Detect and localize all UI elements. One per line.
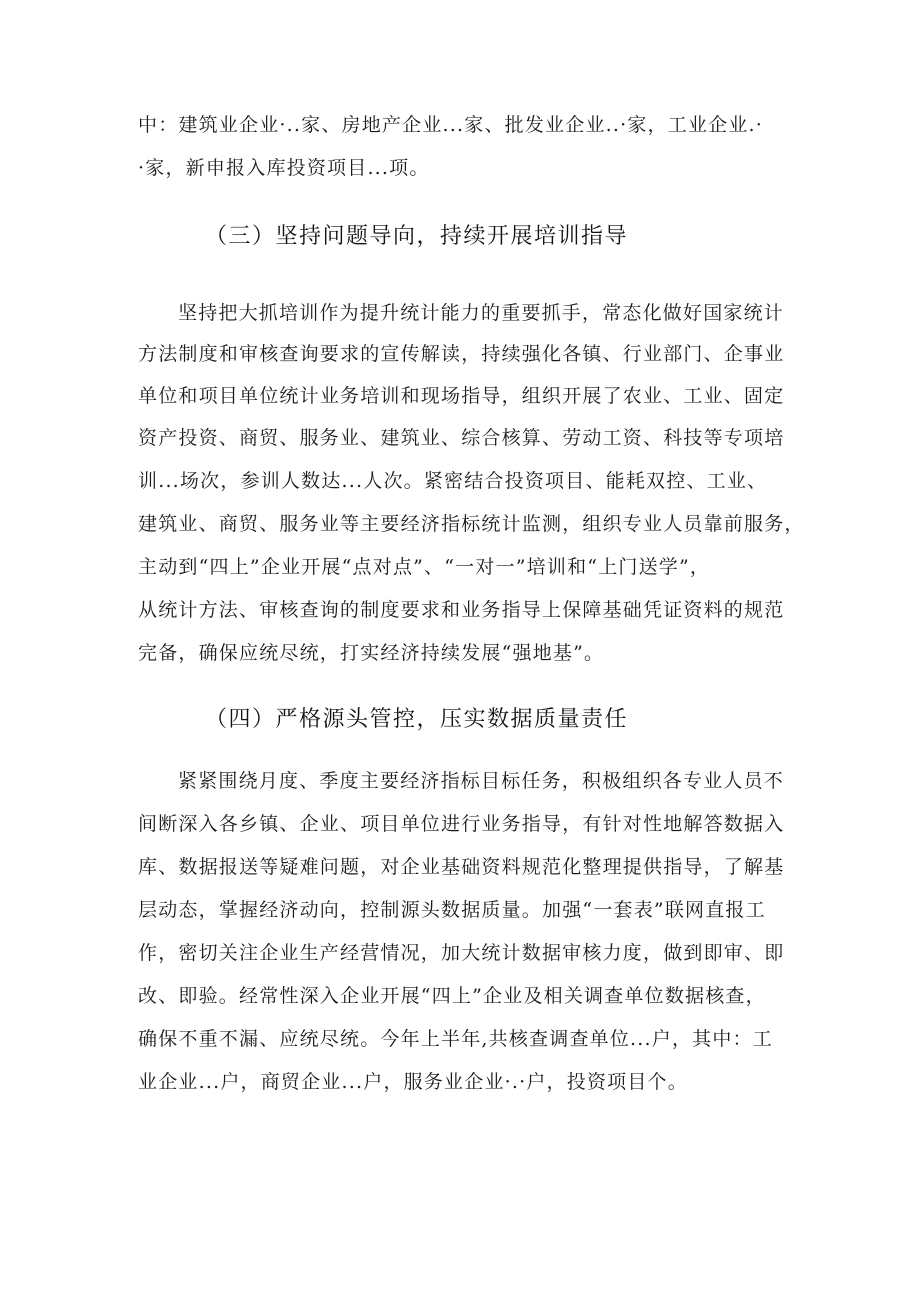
section-4-line-7: 确保不重不漏、应统尽统。今年上半年,共核查调查单位...户，其中：工 xyxy=(138,1028,773,1050)
section-4-line-3: 库、数据报送等疑难问题，对企业基础资料规范化整理提供指导，了解基 xyxy=(138,856,785,878)
section-3-line-7: 主动到“四上”企业开展“点对点”、“一对一”培训和“上门送学”， xyxy=(138,556,711,578)
intro-line-1: 中：建筑业企业·..家、房地产企业...家、批发业企业..·家，工业企业.· xyxy=(138,114,764,136)
section-3-line-5: 训...场次，参训人数达...人次。紧密结合投资项目、能耗双控、工业、 xyxy=(138,470,768,492)
section-4-line-1: 紧紧围绕月度、季度主要经济指标目标任务，积极组织各专业人员不 xyxy=(178,770,785,792)
section-4-line-4: 层动态，掌握经济动向，控制源头数据质量。加强“一套表”联网直报工 xyxy=(138,899,766,921)
section-4-line-5: 作，密切关注企业生产经营情况，加大统计数据审核力度，做到即审、即 xyxy=(138,942,785,964)
section-4-heading: （四）严格源头管控，压实数据质量责任 xyxy=(205,707,629,732)
intro-line-2: ·家，新申报入库投资项目...项。 xyxy=(138,157,430,179)
section-3-line-8: 从统计方法、审核查询的制度要求和业务指导上保障基础凭证资料的规范 xyxy=(138,599,785,621)
section-3-line-3: 单位和项目单位统计业务培训和现场指导，组织开展了农业、工业、固定 xyxy=(138,385,785,407)
section-3-line-6: 建筑业、商贸、服务业等主要经济指标统计监测，组织专业人员靠前服务， xyxy=(138,513,805,535)
section-3-line-9: 完备，确保应统尽统，打实经济持续发展“强地基”。 xyxy=(138,642,605,664)
section-3-line-4: 资产投资、商贸、服务业、建筑业、综合核算、劳动工资、科技等专项培 xyxy=(138,427,785,449)
section-4-line-8: 业企业...户，商贸企业...户，服务业企业·.·户，投资项目个。 xyxy=(138,1071,688,1093)
section-4-line-2: 间断深入各乡镇、企业、项目单位进行业务指导，有针对性地解答数据入 xyxy=(138,813,785,835)
section-3-line-1: 坚持把大抓培训作为提升统计能力的重要抓手，常态化做好国家统计 xyxy=(178,302,785,324)
section-3-heading: （三）坚持问题导向，持续开展培训指导 xyxy=(205,224,629,249)
section-4-line-6: 改、即验。经常性深入企业开展“四上”企业及相关调查单位数据核查， xyxy=(138,985,766,1007)
section-3-line-2: 方法制度和审核查询要求的宣传解读，持续强化各镇、行业部门、企事业 xyxy=(138,343,785,365)
